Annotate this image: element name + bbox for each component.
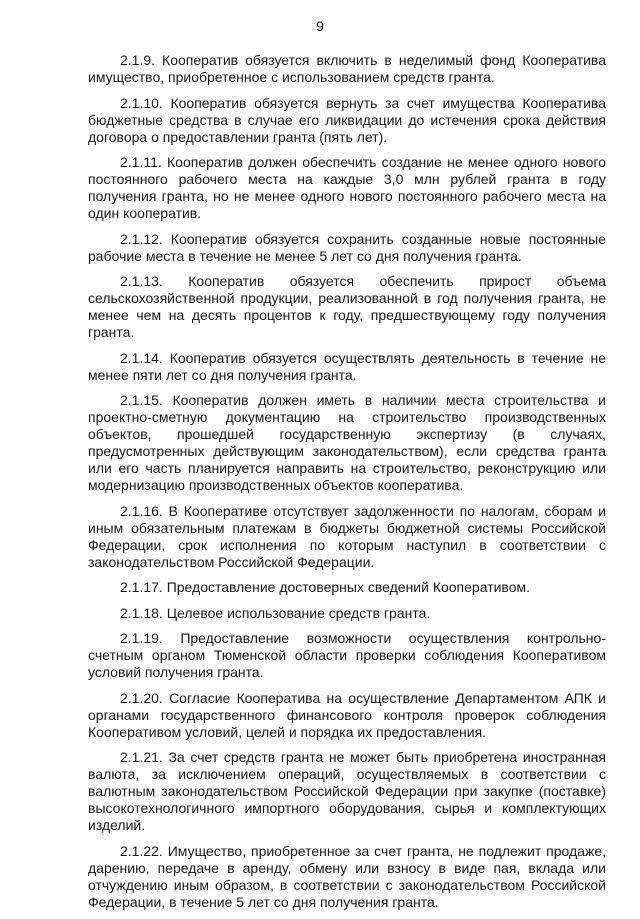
paragraph-2-1-17: 2.1.17. Предоставление достоверных сведений Кооперативом. (120, 579, 531, 595)
paragraph-2-1-12: 2.1.12. Кооператив обязуется сохранить созданные новые постоянные рабочие места в течение не менее 5 лет со дня получения гранта. (88, 230, 606, 264)
paragraph-2-1-13: 2.1.13. Кооператив обязуется обеспечить прирост объема сельскохозяйственной продукции, реализованной в год получения гранта, не менее чем на десять процентов к году, предшествующему году получения гранта. (88, 273, 606, 340)
document-body (88, 52, 606, 919)
page-number: 9 (316, 18, 324, 34)
paragraph-2-1-10: 2.1.10. Кооператив обязуется вернуть за счет имущества Кооператива бюджетные средства в случае его ликвидации до истечения срока действия договора о предоставлении гранта (пять лет). (88, 94, 606, 145)
paragraph-2-1-18: 2.1.18. Целевое использование средств гранта. (120, 604, 431, 621)
paragraph-2-1-9: 2.1.9. Кооператив обязуется включить в неделимый фонд Кооператива имущество, приобретенное с использованием средств гранта. (88, 52, 606, 85)
paragraph-2-1-19: 2.1.19. Предоставление возможности осуществления контрольно-счетным органом Тюменской области проверки соблюдения Кооперативом условий получения гранта. (88, 630, 606, 680)
paragraph-2-1-11: 2.1.11. Кооператив должен обеспечить создание не менее одного нового постоянного рабочего места на каждые 3,0 млн рублей гранта в году получения гранта, но не менее одного нового постоянного рабочего места на один кооператив. (88, 154, 606, 221)
paragraph-2-1-14: 2.1.14. Кооператив обязуется осуществлять деятельность в течение не менее пяти лет со дня получения гранта. (88, 349, 606, 383)
paragraph-2-1-20: 2.1.20. Согласие Кооператива на осуществление Департаментом АПК и органами государственного финансового контроля проверок соблюдения Кооперативом условий, целей и порядка их предоставления. (88, 689, 606, 740)
paragraph-2-1-15: 2.1.15. Кооператив должен иметь в наличии места строительства и проектно-сметную документацию на строительство производственных объектов, прошедшей государственную экспертизу (в случаях, предусмотренных действующим законодательством), если средства гранта или его часть планируется направить на строительство, реконструкцию или модернизацию производственных объектов кооператива. (88, 392, 606, 493)
paragraph-2-1-22: 2.1.22. Имущество, приобретенное за счет гранта, не подлежит продаже, дарению, передаче в аренду, обмену или взносу в виде пая, вклада или отчуждению иным образом, в соответствии с законодательством Российской Федерации, в течение 5 лет со дня получения гранта. (88, 842, 606, 910)
paragraph-2-1-16: 2.1.16. В Кооперативе отсутствует задолженности по налогам, сборам и иным обязательным платежам в бюджеты бюджетной системы Российской Федерации, срок исполнения по которым наступил в соответствии с законодательством Российской Федерации. (88, 502, 606, 570)
paragraph-2-1-21: 2.1.21. За счет средств гранта не может быть приобретена иностранная валюта, за исключением операций, осуществляемых в соответствии с валютным законодательством Российской Федерации при закупке (поставке) высокотехнологичного импортного оборудования, сырья и комплектующих изделий. (88, 749, 606, 833)
